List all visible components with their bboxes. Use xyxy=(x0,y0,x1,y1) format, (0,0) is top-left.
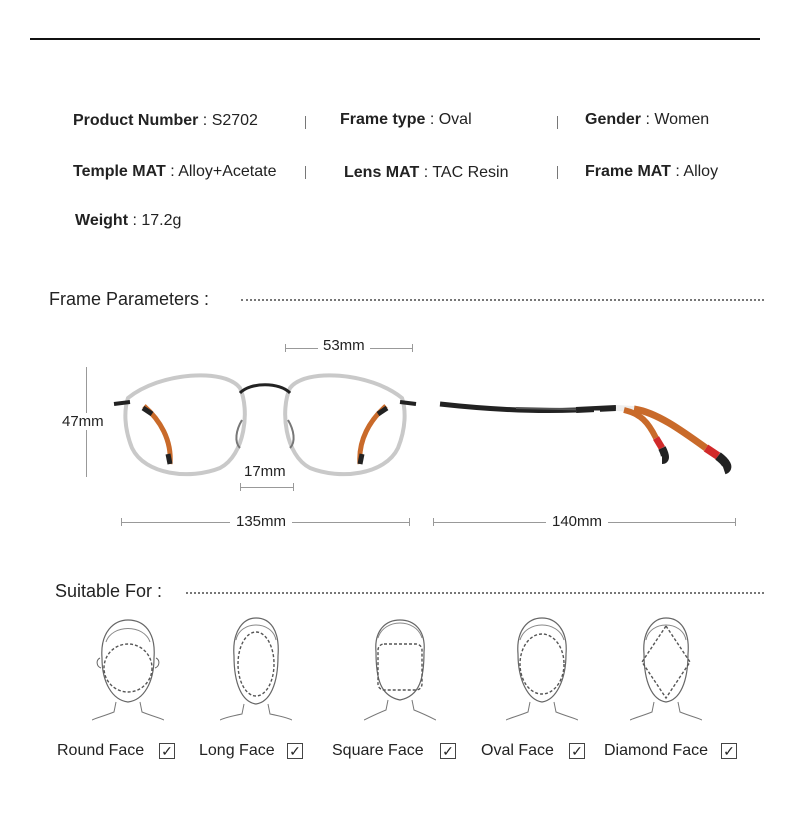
oval-face-check-icon: ✓ xyxy=(569,743,585,759)
dim-bridge-width: 17mm xyxy=(244,463,286,480)
dim-tick xyxy=(735,518,736,526)
dim-tick xyxy=(121,518,122,526)
dim-tick xyxy=(240,483,241,491)
frame-front xyxy=(114,375,416,474)
dotted-divider xyxy=(186,592,764,594)
long-face-check-icon: ✓ xyxy=(287,743,303,759)
dim-tick xyxy=(293,483,294,491)
diamond-face-check-icon: ✓ xyxy=(721,743,737,759)
top-divider xyxy=(30,38,760,40)
spec-weight: Weight : 17.2g xyxy=(75,212,182,229)
spec-separator xyxy=(305,116,306,129)
square-face-icon xyxy=(364,612,436,722)
dim-lens-width: 53mm xyxy=(318,337,370,354)
dim-tick xyxy=(409,518,410,526)
section-title-suitable-for: Suitable For : xyxy=(55,581,163,601)
spec-lens-mat: Lens MAT : TAC Resin xyxy=(344,164,509,181)
spec-separator xyxy=(305,166,306,179)
dim-tick xyxy=(285,344,286,352)
dim-tick xyxy=(412,344,413,352)
oval-face-icon xyxy=(506,612,578,722)
section-title-frame-parameters: Frame Parameters : xyxy=(49,289,210,309)
dim-lens-height: 47mm xyxy=(62,413,104,430)
dotted-divider xyxy=(241,299,764,301)
spec-product-number: Product Number : S2702 xyxy=(73,112,258,129)
dim-frame-width: 135mm xyxy=(230,513,292,530)
round-face-check-icon: ✓ xyxy=(159,743,175,759)
spec-frame-type: Frame type : Oval xyxy=(340,111,472,128)
spec-separator xyxy=(557,166,558,179)
spec-frame-mat: Frame MAT : Alloy xyxy=(585,163,719,180)
spec-separator xyxy=(557,116,558,129)
square-face-check-icon: ✓ xyxy=(440,743,456,759)
spec-temple-mat: Temple MAT : Alloy+Acetate xyxy=(73,163,277,180)
face-label-long: Long Face xyxy=(199,742,275,759)
spec-gender: Gender : Women xyxy=(585,111,710,128)
long-face-icon xyxy=(220,612,292,722)
face-label-diamond: Diamond Face xyxy=(604,742,709,759)
dim-temple-length: 140mm xyxy=(546,513,608,530)
face-label-round: Round Face xyxy=(57,742,145,759)
dim-tick xyxy=(433,518,434,526)
round-face-icon xyxy=(92,612,164,722)
face-label-square: Square Face xyxy=(332,742,424,759)
face-label-oval: Oval Face xyxy=(481,742,554,759)
dim-line-bridge-width xyxy=(240,487,294,488)
temple-side xyxy=(440,404,727,470)
glasses-side-view xyxy=(436,390,736,480)
diamond-face-icon xyxy=(630,612,702,722)
